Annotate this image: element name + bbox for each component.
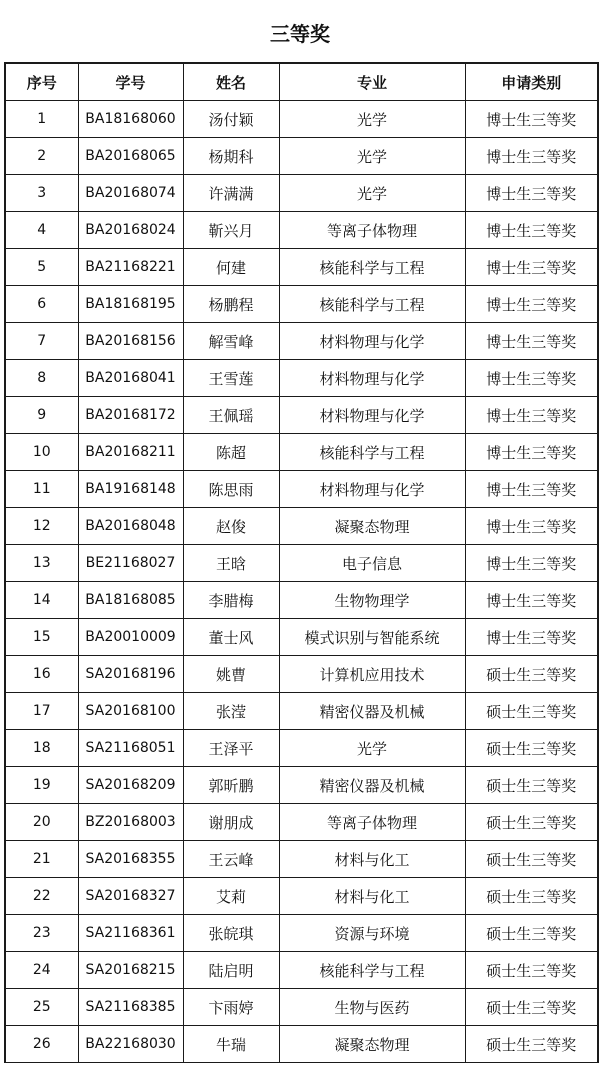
cell-index: 5 [5,249,78,286]
cell-major: 资源与环境 [279,915,465,952]
cell-name: 赵俊 [183,508,279,545]
cell-index: 21 [5,841,78,878]
cell-category: 硕士生三等奖 [465,989,598,1026]
cell-student-id: BA20010009 [78,619,183,656]
table-row [5,693,598,730]
cell-major: 核能科学与工程 [279,952,465,989]
cell-category: 硕士生三等奖 [465,915,598,952]
cell-student-id: SA21168361 [78,915,183,952]
cell-major: 光学 [279,101,465,138]
table-row [5,360,598,397]
cell-major: 核能科学与工程 [279,434,465,471]
cell-index: 11 [5,471,78,508]
cell-index: 24 [5,952,78,989]
cell-category: 博士生三等奖 [465,619,598,656]
cell-major: 精密仪器及机械 [279,693,465,730]
cell-major: 计算机应用技术 [279,656,465,693]
cell-student-id: BA20168172 [78,397,183,434]
cell-name: 陈思雨 [183,471,279,508]
cell-student-id: BZ20168003 [78,804,183,841]
cell-category: 硕士生三等奖 [465,1026,598,1063]
cell-student-id: BA19168148 [78,471,183,508]
cell-category: 博士生三等奖 [465,471,598,508]
table-row [5,730,598,767]
cell-name: 汤付颖 [183,101,279,138]
cell-index: 7 [5,323,78,360]
cell-student-id: BA20168211 [78,434,183,471]
cell-category: 硕士生三等奖 [465,804,598,841]
cell-major: 光学 [279,138,465,175]
cell-category: 博士生三等奖 [465,138,598,175]
table-row [5,434,598,471]
cell-name: 牛瑞 [183,1026,279,1063]
table-row [5,1026,598,1063]
cell-student-id: BA20168065 [78,138,183,175]
cell-index: 14 [5,582,78,619]
cell-major: 核能科学与工程 [279,286,465,323]
cell-major: 材料物理与化学 [279,397,465,434]
cell-name: 何建 [183,249,279,286]
cell-index: 13 [5,545,78,582]
table-row [5,471,598,508]
cell-category: 硕士生三等奖 [465,656,598,693]
header-category: 申请类别 [465,63,598,101]
cell-name: 许满满 [183,175,279,212]
cell-category: 博士生三等奖 [465,323,598,360]
award-table [4,62,599,1063]
table-row [5,619,598,656]
cell-student-id: SA20168355 [78,841,183,878]
cell-student-id: SA20168209 [78,767,183,804]
cell-category: 硕士生三等奖 [465,693,598,730]
cell-category: 博士生三等奖 [465,286,598,323]
cell-name: 王泽平 [183,730,279,767]
cell-index: 4 [5,212,78,249]
cell-student-id: BA20168041 [78,360,183,397]
cell-name: 解雪峰 [183,323,279,360]
cell-index: 22 [5,878,78,915]
cell-name: 艾莉 [183,878,279,915]
cell-major: 材料物理与化学 [279,471,465,508]
cell-category: 博士生三等奖 [465,212,598,249]
cell-index: 1 [5,101,78,138]
header-index: 序号 [5,63,78,101]
cell-student-id: SA20168215 [78,952,183,989]
cell-name: 杨期科 [183,138,279,175]
cell-major: 生物物理学 [279,582,465,619]
cell-name: 王云峰 [183,841,279,878]
cell-major: 等离子体物理 [279,212,465,249]
table-row [5,249,598,286]
cell-student-id: BA18168060 [78,101,183,138]
cell-student-id: SA21168385 [78,989,183,1026]
table-body [5,101,598,1063]
cell-major: 光学 [279,175,465,212]
cell-student-id: SA20168196 [78,656,183,693]
cell-student-id: BA20168074 [78,175,183,212]
cell-index: 3 [5,175,78,212]
cell-index: 10 [5,434,78,471]
cell-name: 姚曹 [183,656,279,693]
cell-major: 等离子体物理 [279,804,465,841]
cell-student-id: BA20168048 [78,508,183,545]
cell-index: 15 [5,619,78,656]
cell-name: 靳兴月 [183,212,279,249]
cell-index: 23 [5,915,78,952]
table-row [5,656,598,693]
cell-category: 博士生三等奖 [465,397,598,434]
cell-student-id: BA18168085 [78,582,183,619]
cell-major: 核能科学与工程 [279,249,465,286]
cell-name: 王雪莲 [183,360,279,397]
cell-category: 博士生三等奖 [465,360,598,397]
table-row [5,582,598,619]
cell-student-id: BA20168024 [78,212,183,249]
table-row [5,878,598,915]
table-row [5,841,598,878]
cell-index: 16 [5,656,78,693]
cell-category: 硕士生三等奖 [465,878,598,915]
table-row [5,915,598,952]
cell-category: 硕士生三等奖 [465,841,598,878]
cell-name: 李腊梅 [183,582,279,619]
header-student-id: 学号 [78,63,183,101]
table-row [5,175,598,212]
cell-major: 材料物理与化学 [279,323,465,360]
cell-category: 硕士生三等奖 [465,767,598,804]
cell-student-id: SA20168327 [78,878,183,915]
cell-name: 王佩瑶 [183,397,279,434]
cell-student-id: BA22168030 [78,1026,183,1063]
cell-category: 硕士生三等奖 [465,730,598,767]
header-name: 姓名 [183,63,279,101]
cell-name: 谢朋成 [183,804,279,841]
cell-index: 26 [5,1026,78,1063]
cell-major: 电子信息 [279,545,465,582]
cell-name: 王晗 [183,545,279,582]
cell-index: 2 [5,138,78,175]
cell-major: 凝聚态物理 [279,1026,465,1063]
cell-index: 8 [5,360,78,397]
table-row [5,397,598,434]
cell-index: 25 [5,989,78,1026]
cell-name: 陈超 [183,434,279,471]
cell-name: 董士风 [183,619,279,656]
cell-index: 9 [5,397,78,434]
cell-index: 20 [5,804,78,841]
table-row [5,508,598,545]
cell-name: 陆启明 [183,952,279,989]
table-row [5,804,598,841]
cell-student-id: BA21168221 [78,249,183,286]
cell-name: 张皖琪 [183,915,279,952]
cell-category: 硕士生三等奖 [465,952,598,989]
header-major: 专业 [279,63,465,101]
cell-index: 19 [5,767,78,804]
cell-student-id: SA20168100 [78,693,183,730]
cell-category: 博士生三等奖 [465,101,598,138]
cell-category: 博士生三等奖 [465,175,598,212]
cell-major: 光学 [279,730,465,767]
cell-index: 18 [5,730,78,767]
cell-category: 博士生三等奖 [465,582,598,619]
cell-major: 生物与医药 [279,989,465,1026]
page-title: 三等奖 [270,22,330,46]
cell-name: 卞雨婷 [183,989,279,1026]
table-row [5,767,598,804]
cell-major: 材料物理与化学 [279,360,465,397]
cell-major: 精密仪器及机械 [279,767,465,804]
cell-student-id: SA21168051 [78,730,183,767]
cell-student-id: BA18168195 [78,286,183,323]
cell-category: 博士生三等奖 [465,545,598,582]
table-row [5,286,598,323]
cell-index: 6 [5,286,78,323]
cell-index: 17 [5,693,78,730]
table-row [5,989,598,1026]
cell-name: 杨鹏程 [183,286,279,323]
header-row [5,63,598,101]
cell-index: 12 [5,508,78,545]
table-row [5,545,598,582]
cell-major: 凝聚态物理 [279,508,465,545]
cell-major: 材料与化工 [279,878,465,915]
table-header [5,63,598,101]
cell-major: 模式识别与智能系统 [279,619,465,656]
cell-category: 博士生三等奖 [465,249,598,286]
cell-category: 博士生三等奖 [465,508,598,545]
cell-student-id: BE21168027 [78,545,183,582]
table-row [5,138,598,175]
cell-name: 张滢 [183,693,279,730]
cell-name: 郭昕鹏 [183,767,279,804]
table-row [5,101,598,138]
table-row [5,212,598,249]
cell-major: 材料与化工 [279,841,465,878]
table-row [5,952,598,989]
cell-student-id: BA20168156 [78,323,183,360]
table-row [5,323,598,360]
cell-category: 博士生三等奖 [465,434,598,471]
